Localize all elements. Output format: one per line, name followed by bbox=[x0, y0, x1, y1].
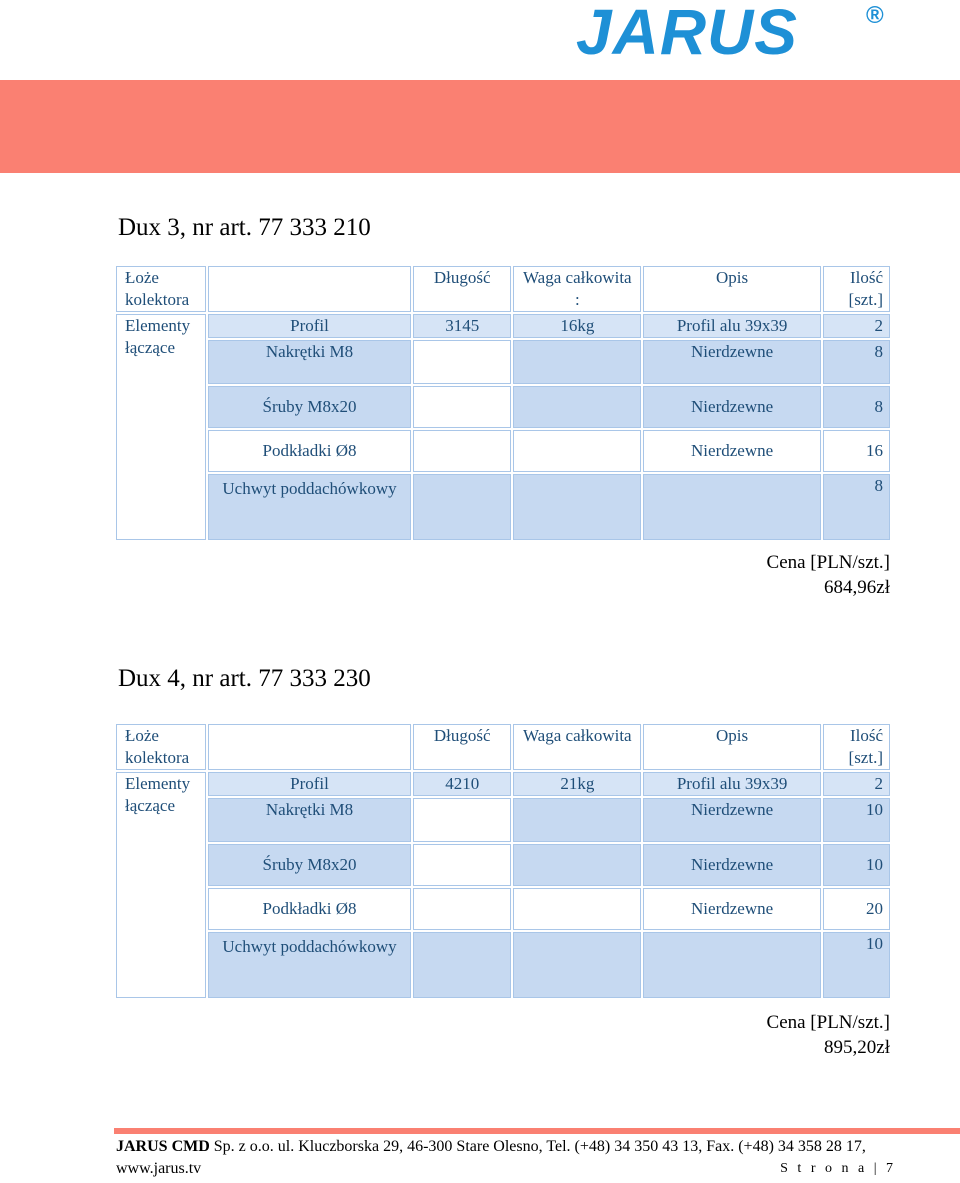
row-qty: 20 bbox=[823, 888, 890, 930]
row-desc: Nierdzewne bbox=[643, 386, 820, 428]
row-desc: Nierdzewne bbox=[643, 340, 820, 384]
row-qty: 8 bbox=[823, 340, 890, 384]
row-weight bbox=[513, 798, 641, 842]
row-length bbox=[413, 386, 511, 428]
row-desc: Profil alu 39x39 bbox=[643, 314, 820, 338]
row-name: Podkładki Ø8 bbox=[208, 888, 412, 930]
spec-table bbox=[114, 722, 892, 1000]
row-weight bbox=[513, 386, 641, 428]
row-name: Podkładki Ø8 bbox=[208, 430, 412, 472]
row-qty: 8 bbox=[823, 386, 890, 428]
row-weight bbox=[513, 888, 641, 930]
jarus-logo bbox=[576, 0, 885, 68]
row-qty: 2 bbox=[823, 314, 890, 338]
row-weight bbox=[513, 932, 641, 998]
row-length bbox=[413, 932, 511, 998]
row-desc bbox=[643, 474, 820, 540]
registered-mark: ® bbox=[866, 2, 885, 29]
row-qty: 10 bbox=[823, 798, 890, 842]
price-value: 684,96zł bbox=[824, 577, 890, 598]
spec-table bbox=[114, 264, 892, 542]
row-desc bbox=[643, 932, 820, 998]
row-qty: 2 bbox=[823, 772, 890, 796]
bed-label: Łoże kolektora bbox=[116, 266, 206, 312]
price-value: 895,20zł bbox=[824, 1037, 890, 1058]
row-desc: Nierdzewne bbox=[643, 888, 820, 930]
page-number: S t r o n a | 7 bbox=[780, 1161, 896, 1176]
row-length bbox=[413, 798, 511, 842]
product-title: Dux 3, nr art. 77 333 210 bbox=[118, 214, 371, 241]
price-label: Cena [PLN/szt.] bbox=[766, 1012, 890, 1033]
row-length bbox=[413, 888, 511, 930]
price-block bbox=[767, 1010, 890, 1060]
footer bbox=[116, 1136, 896, 1180]
row-weight bbox=[513, 844, 641, 886]
price-block bbox=[767, 550, 890, 600]
connectors-label: Elementy łączące bbox=[116, 772, 206, 998]
price-label: Cena [PLN/szt.] bbox=[766, 552, 890, 573]
row-name: Uchwyt poddachówkowy bbox=[208, 932, 412, 998]
row-name: Śruby M8x20 bbox=[208, 386, 412, 428]
row-length bbox=[413, 844, 511, 886]
row-name: Profil bbox=[208, 314, 412, 338]
row-weight: 21kg bbox=[513, 772, 641, 796]
header-empty bbox=[208, 724, 412, 770]
row-name: Nakrętki M8 bbox=[208, 798, 412, 842]
header-qty: Ilość [szt.] bbox=[823, 266, 890, 312]
row-desc: Profil alu 39x39 bbox=[643, 772, 820, 796]
footer-address: Sp. z o.o. ul. Kluczborska 29, 46-300 Stare Olesno, Tel. (+48) 34 350 43 13, Fax. (+48) 34 358 28 17, bbox=[209, 1138, 866, 1155]
footer-divider bbox=[114, 1128, 960, 1134]
row-name: Profil bbox=[208, 772, 412, 796]
row-length bbox=[413, 474, 511, 540]
header-weight: Waga całkowita bbox=[513, 724, 641, 770]
row-length: 4210 bbox=[413, 772, 511, 796]
header-desc: Opis bbox=[643, 266, 820, 312]
header-band bbox=[0, 80, 960, 173]
header-empty bbox=[208, 266, 412, 312]
header-length: Długość bbox=[413, 724, 511, 770]
row-weight bbox=[513, 340, 641, 384]
connectors-label: Elementy łączące bbox=[116, 314, 206, 540]
footer-address-line bbox=[116, 1136, 896, 1158]
row-weight bbox=[513, 474, 641, 540]
logo-text: JARUS bbox=[576, 0, 798, 68]
row-name: Uchwyt poddachówkowy bbox=[208, 474, 412, 540]
row-length bbox=[413, 340, 511, 384]
row-qty: 10 bbox=[823, 932, 890, 998]
bed-label: Łoże kolektora bbox=[116, 724, 206, 770]
row-qty: 10 bbox=[823, 844, 890, 886]
header-length: Długość bbox=[413, 266, 511, 312]
row-weight bbox=[513, 430, 641, 472]
footer-company: JARUS CMD bbox=[116, 1138, 210, 1155]
row-name: Nakrętki M8 bbox=[208, 340, 412, 384]
row-desc: Nierdzewne bbox=[643, 430, 820, 472]
row-qty: 16 bbox=[823, 430, 890, 472]
row-desc: Nierdzewne bbox=[643, 798, 820, 842]
header-qty: Ilość [szt.] bbox=[823, 724, 890, 770]
row-desc: Nierdzewne bbox=[643, 844, 820, 886]
product-title: Dux 4, nr art. 77 333 230 bbox=[118, 665, 371, 692]
header-weight: Waga całkowita : bbox=[513, 266, 641, 312]
row-name: Śruby M8x20 bbox=[208, 844, 412, 886]
row-length: 3145 bbox=[413, 314, 511, 338]
row-qty: 8 bbox=[823, 474, 890, 540]
row-weight: 16kg bbox=[513, 314, 641, 338]
header-desc: Opis bbox=[643, 724, 820, 770]
row-length bbox=[413, 430, 511, 472]
footer-website[interactable]: www.jarus.tv bbox=[116, 1160, 202, 1177]
